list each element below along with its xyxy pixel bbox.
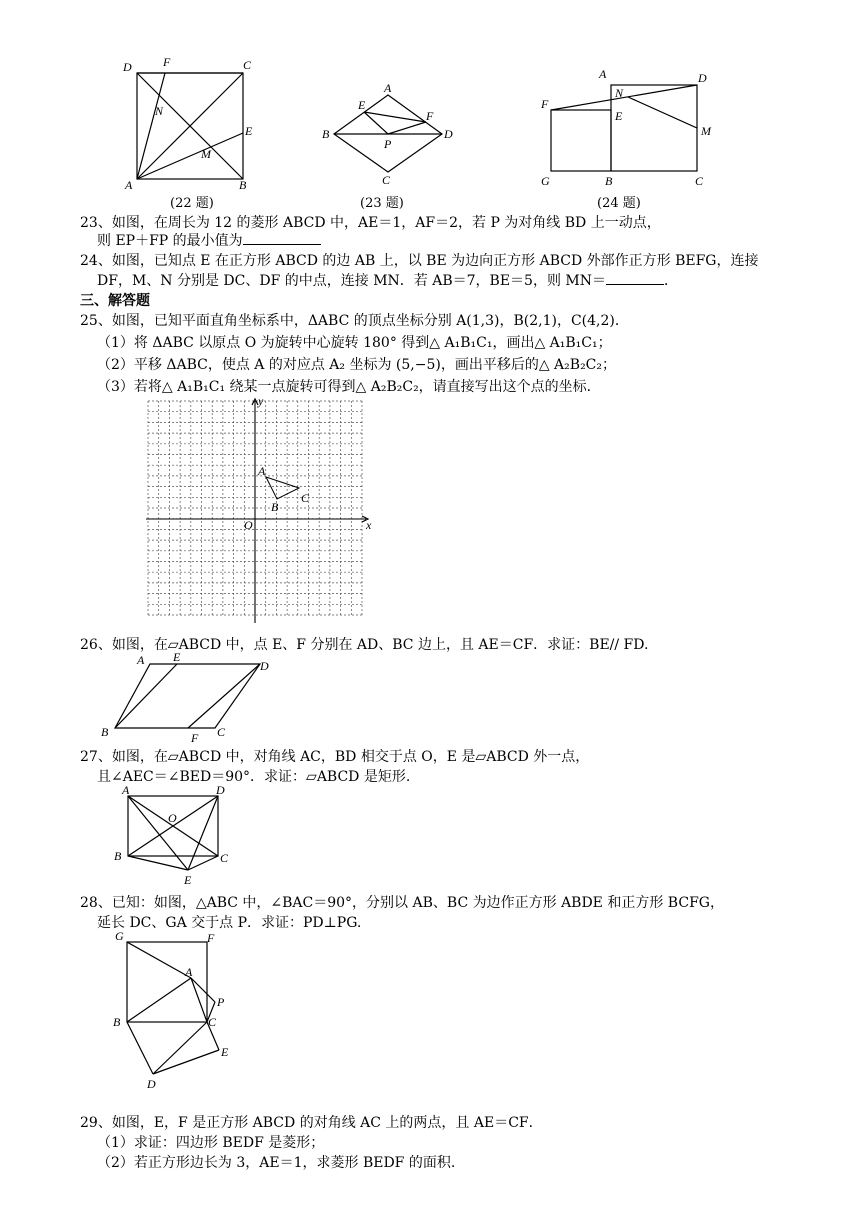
q24-end: ． — [664, 273, 678, 289]
label-G: G — [115, 929, 124, 943]
label-E: E — [358, 98, 366, 112]
label-O: O — [244, 518, 253, 532]
figure-28 — [105, 926, 245, 1096]
label-C: C — [208, 1015, 217, 1029]
label-D: D — [147, 1077, 156, 1091]
label-F: F — [191, 731, 199, 745]
label-D: D — [698, 71, 707, 85]
q23-line2 — [97, 232, 860, 250]
q28-line2: 延长 DC、GA 交于点 P．求证：PD⊥PG. — [97, 915, 362, 931]
label-F: F — [207, 931, 215, 945]
label-N: N — [615, 86, 624, 100]
label-x: x — [366, 518, 372, 532]
label-E: E — [615, 109, 623, 123]
label-O: O — [168, 811, 177, 825]
q27-line1: 27、如图，在▱ABCD 中，对角线 AC，BD 相交于点 O，E 是▱ABCD 外一点， — [80, 749, 590, 765]
q23-answer-blank[interactable] — [243, 244, 321, 245]
caption-23: (23 题) — [360, 196, 404, 211]
label-C: C — [220, 851, 229, 865]
label-P: P — [384, 137, 392, 151]
q24-line1: 24、如图，已知点 E 在正方形 ABCD 的边 AB 上，以 BE 为边向正方形 ABCD 外部作正方形 BEFG，连接 — [80, 253, 759, 269]
q29-line1: 29、如图，E，F 是正方形 ABCD 的对角线 AC 上的两点，且 AE＝CF． — [80, 1115, 543, 1131]
label-N: N — [155, 104, 164, 118]
q25-part1: （1）将 ΔABC 以原点 O 为旋转中心旋转 180° 得到△ A₁B₁C₁，画出△ A₁B₁C₁； — [97, 335, 612, 351]
q25-part2: （2）平移 ΔABC，使点 A 的对应点 A₂ 坐标为 (5,−5)，画出平移后的△ A₂B₂C₂； — [97, 357, 617, 373]
label-D: D — [216, 783, 225, 797]
figure-23 — [318, 80, 468, 190]
q24-answer-blank[interactable] — [606, 284, 664, 285]
q25-part3: （3）若将△ A₁B₁C₁ 绕某一点旋转可得到△ A₂B₂C₂，请直接写出这个点的坐标． — [97, 379, 601, 395]
label-y: y — [258, 394, 264, 408]
label-A: A — [384, 81, 392, 95]
figure-22 — [115, 55, 265, 195]
label-A: A — [125, 178, 133, 192]
label-B: B — [101, 725, 109, 739]
q27-line2: 且∠AEC＝∠BED＝90°．求证：▱ABCD 是矩形. — [97, 769, 411, 785]
label-C: C — [217, 725, 226, 739]
q29-part2: （2）若正方形边长为 3，AE＝1，求菱形 BEDF 的面积. — [97, 1155, 456, 1171]
label-E: E — [173, 650, 181, 664]
figure-25-coordinate-grid — [140, 395, 380, 630]
label-B: B — [322, 127, 330, 141]
label-D: D — [444, 127, 453, 141]
label-G: G — [541, 174, 550, 188]
label-D: D — [260, 659, 269, 673]
q28-line1: 28、已知：如图，△ABC 中，∠BAC＝90°，分别以 AB、BC 为边作正方形 ABDE 和正方形 BCFG， — [80, 895, 724, 911]
label-F: F — [163, 55, 171, 69]
q23-text: 则 EP＋FP 的最小值为 — [97, 233, 243, 249]
section-heading: 三、解答题 — [80, 293, 150, 309]
label-A: A — [122, 783, 130, 797]
q26-text: 26、如图，在▱ABCD 中，点 E、F 分别在 AD、BC 边上，且 AE＝CF．求证：BE// FD. — [80, 637, 649, 653]
label-B: B — [113, 1015, 121, 1029]
label-C: C — [243, 58, 252, 72]
label-E: E — [184, 873, 192, 887]
label-B: B — [114, 849, 122, 863]
label-B: B — [239, 178, 247, 192]
label-A: A — [258, 464, 266, 478]
label-C: C — [695, 174, 704, 188]
q24-text: DF，M、N 分别是 DC、DF 的中点，连接 MN．若 AB＝7，BE＝5，则 MN＝ — [97, 273, 606, 289]
label-M: M — [201, 147, 211, 161]
q23-line1: 23、如图，在周长为 12 的菱形 ABCD 中，AE＝1，AF＝2，若 P 为对角线 BD 上一动点， — [80, 215, 661, 231]
q24-line2 — [97, 272, 860, 290]
caption-22: (22 题) — [170, 196, 214, 211]
caption-24: (24 题) — [597, 196, 641, 211]
label-E: E — [245, 124, 253, 138]
label-B: B — [271, 500, 279, 514]
triangle-abc — [266, 477, 299, 499]
label-A: A — [185, 965, 193, 979]
label-A: A — [137, 653, 145, 667]
label-C: C — [382, 173, 391, 187]
q25-intro: 25、如图，已知平面直角坐标系中，ΔABC 的顶点坐标分别 A(1,3)，B(2,1)，C(4,2)． — [80, 313, 629, 329]
label-F: F — [426, 109, 434, 123]
label-C: C — [301, 491, 310, 505]
label-E: E — [221, 1045, 229, 1059]
label-M: M — [701, 124, 711, 138]
figure-24 — [535, 65, 725, 195]
label-B: B — [605, 174, 613, 188]
label-A: A — [599, 67, 607, 81]
label-F: F — [541, 97, 549, 111]
figure-27 — [110, 780, 240, 892]
label-D: D — [123, 60, 132, 74]
figure-26 — [95, 650, 280, 745]
label-P: P — [217, 995, 225, 1009]
q29-part1: （1）求证：四边形 BEDF 是菱形； — [97, 1135, 325, 1151]
